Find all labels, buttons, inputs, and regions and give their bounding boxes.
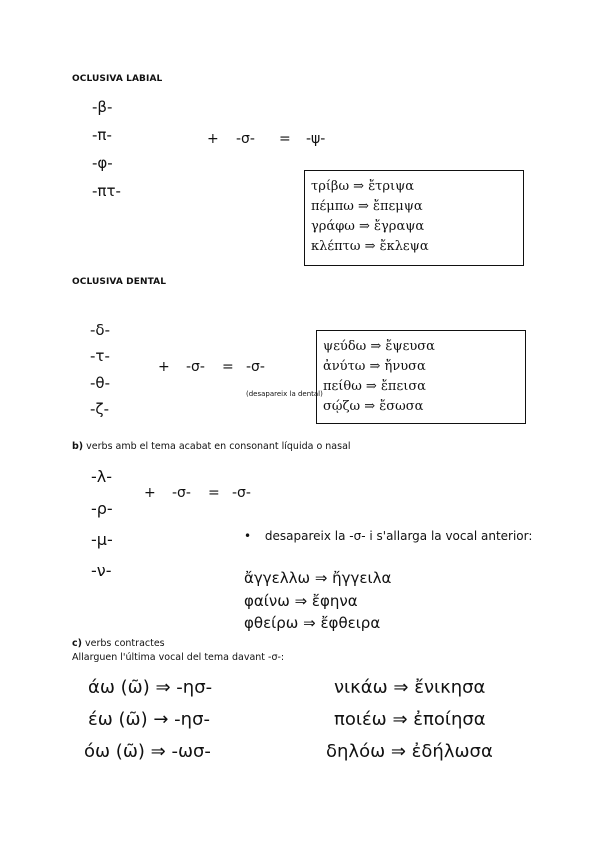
dental-ending: -δ-	[90, 321, 111, 339]
section-description: verbs contractes	[81, 638, 165, 649]
example-line: ψεύδω ⇒ ἔψευσα	[323, 339, 435, 354]
liquid-ending: -ν-	[91, 561, 112, 580]
example-line: πείθω ⇒ ἔπεισα	[323, 379, 426, 394]
bullet-icon: •	[244, 529, 252, 543]
dental-ending: -ζ-	[90, 400, 109, 418]
labial-ending: -φ-	[92, 154, 113, 172]
dental-heading: OCLUSIVA DENTAL	[72, 277, 167, 287]
liquid-example: φθείρω ⇒ ἔφθειρα	[244, 614, 381, 632]
example-line: γράφω ⇒ ἔγραψα	[311, 219, 425, 234]
plus-sign: +	[207, 131, 219, 147]
example-line: κλέπτω ⇒ ἔκλεψα	[311, 239, 429, 254]
dental-examples-box	[316, 330, 526, 424]
example-line: πέμπω ⇒ ἔπεμψα	[311, 199, 423, 214]
contract-example: ποιέω ⇒ ἐποίησα	[334, 709, 486, 730]
result-infix: -σ-	[232, 485, 251, 501]
example-line: ἀνύτω ⇒ ἤνυσα	[323, 359, 426, 374]
equals-sign: =	[222, 359, 234, 375]
liquid-ending: -λ-	[91, 467, 113, 486]
contract-subtitle: Allarguen l'última vocal del tema davant -σ-:	[72, 652, 285, 663]
sigma-infix: -σ-	[236, 131, 255, 147]
contract-rule: άω (ῶ) ⇒ -ησ-	[88, 677, 213, 698]
labial-ending: -πτ-	[92, 182, 121, 200]
liquid-ending: -μ-	[91, 530, 113, 549]
labial-ending: -β-	[92, 98, 113, 116]
equals-sign: =	[208, 485, 220, 501]
example-line: τρίβω ⇒ ἔτριψα	[311, 179, 415, 194]
bullet-point	[244, 529, 532, 543]
contract-rule: έω (ῶ) → -ησ-	[88, 709, 210, 730]
plus-sign: +	[144, 485, 156, 501]
labial-heading: OCLUSIVA LABIAL	[72, 74, 163, 84]
sigma-infix: -σ-	[172, 485, 191, 501]
result-infix: -σ-	[246, 359, 265, 375]
section-letter: b)	[72, 441, 84, 452]
contract-section-label	[72, 638, 165, 649]
section-description: verbs amb el tema acabat en consonant líquida o nasal	[83, 441, 351, 452]
contract-rule: όω (ῶ) ⇒ -ωσ-	[84, 741, 211, 762]
liquid-section-label	[72, 441, 351, 452]
dental-ending: -τ-	[90, 347, 110, 365]
equals-sign: =	[279, 131, 291, 147]
sigma-infix: -σ-	[186, 359, 205, 375]
liquid-example: φαίνω ⇒ ἔφηνα	[244, 592, 358, 610]
plus-sign: +	[158, 359, 170, 375]
contract-example: νικάω ⇒ ἔνικησα	[334, 677, 486, 698]
dental-ending: -θ-	[90, 374, 111, 392]
contract-example: δηλόω ⇒ ἐδήλωσα	[326, 741, 493, 762]
example-line: σῴζω ⇒ ἔσωσα	[323, 399, 424, 414]
dental-note: (desapareix la dental)	[246, 390, 323, 398]
liquid-ending: -ρ-	[91, 499, 113, 518]
labial-examples-box	[304, 170, 524, 266]
bullet-text: desapareix la -σ- i s'allarga la vocal anterior:	[264, 529, 533, 543]
result-infix: -ψ-	[306, 131, 326, 147]
labial-ending: -π-	[92, 126, 112, 144]
section-letter: c)	[72, 638, 82, 649]
liquid-example: ἄγγελλω ⇒ ἤγγειλα	[244, 569, 392, 587]
